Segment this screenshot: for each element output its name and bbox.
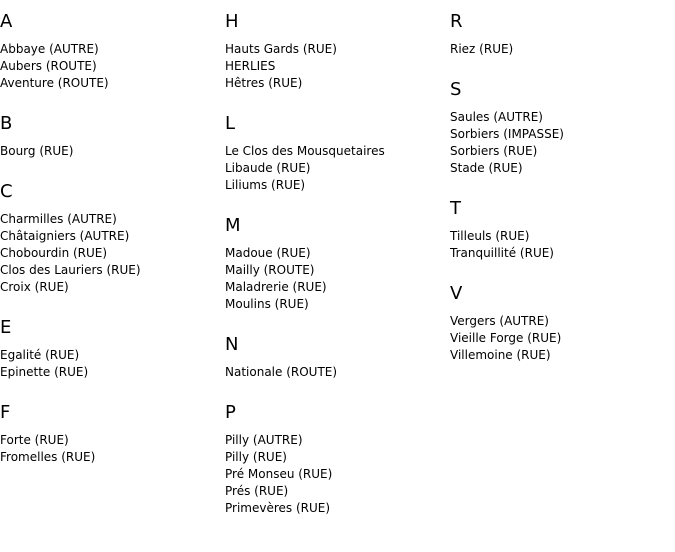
street-item: Le Clos des Mousquetaires <box>225 144 385 158</box>
letter-group <box>450 58 675 177</box>
letter-group <box>450 262 675 364</box>
street-list <box>0 33 225 92</box>
letter-heading: T <box>450 198 461 219</box>
letter-heading: B <box>0 113 13 134</box>
street-list <box>225 135 450 194</box>
street-item: Aubers (ROUTE) <box>0 59 97 73</box>
letter-group <box>450 0 675 58</box>
street-list <box>450 305 675 364</box>
street-list <box>225 33 450 92</box>
letter-group <box>0 0 225 92</box>
letter-heading: N <box>225 334 239 355</box>
street-item: Stade (RUE) <box>450 161 523 175</box>
street-list <box>225 356 450 381</box>
street-item: Primevères (RUE) <box>225 501 331 515</box>
letter-group <box>0 296 225 381</box>
street-item: Saules (AUTRE) <box>450 110 543 124</box>
street-list <box>450 33 675 58</box>
letter-group <box>225 313 450 381</box>
letter-group <box>225 194 450 313</box>
street-item: Forte (RUE) <box>0 433 69 447</box>
street-index-column-2 <box>225 0 450 517</box>
letter-group <box>0 381 225 466</box>
street-index-column-1 <box>0 0 225 466</box>
street-item: Chobourdin (RUE) <box>0 246 108 260</box>
letter-heading: H <box>225 11 239 32</box>
street-item: Châtaigniers (AUTRE) <box>0 229 130 243</box>
street-item: Clos des Lauriers (RUE) <box>0 263 141 277</box>
street-item: Nationale (ROUTE) <box>225 365 338 379</box>
letter-heading: A <box>0 11 13 32</box>
letter-heading: P <box>225 402 236 423</box>
street-item: Vergers (AUTRE) <box>450 314 549 328</box>
letter-heading: M <box>225 215 241 236</box>
street-list <box>0 203 225 296</box>
letter-group <box>225 92 450 194</box>
street-item: Croix (RUE) <box>0 280 69 294</box>
letter-group <box>0 160 225 296</box>
street-item: Sorbiers (IMPASSE) <box>450 127 564 141</box>
street-item: Pré Monseu (RUE) <box>225 467 333 481</box>
street-list <box>225 237 450 313</box>
street-index-column-3 <box>450 0 675 364</box>
street-item: Tilleuls (RUE) <box>450 229 530 243</box>
letter-heading: L <box>225 113 236 134</box>
letter-heading: E <box>0 317 12 338</box>
street-item: Libaude (RUE) <box>225 161 311 175</box>
street-item: Charmilles (AUTRE) <box>0 212 117 226</box>
street-item: Epinette (RUE) <box>0 365 89 379</box>
street-list <box>450 220 675 262</box>
street-item: HERLIES <box>225 59 276 73</box>
letter-group <box>450 177 675 262</box>
letter-heading: V <box>450 283 463 304</box>
letter-group <box>0 92 225 160</box>
street-list <box>450 101 675 177</box>
street-item: Aventure (ROUTE) <box>0 76 109 90</box>
street-list <box>0 135 225 160</box>
street-item: Prés (RUE) <box>225 484 289 498</box>
street-item: Maladrerie (RUE) <box>225 280 327 294</box>
street-list <box>0 424 225 466</box>
street-item: Abbaye (AUTRE) <box>0 42 99 56</box>
street-item: Fromelles (RUE) <box>0 450 96 464</box>
letter-heading: F <box>0 402 11 423</box>
street-item: Pilly (RUE) <box>225 450 287 464</box>
street-item: Pilly (AUTRE) <box>225 433 303 447</box>
street-item: Moulins (RUE) <box>225 297 309 311</box>
street-item: Villemoine (RUE) <box>450 348 551 362</box>
letter-heading: C <box>0 181 13 202</box>
street-item: Hêtres (RUE) <box>225 76 303 90</box>
street-item: Riez (RUE) <box>450 42 514 56</box>
street-item: Tranquillité (RUE) <box>450 246 554 260</box>
letter-group <box>225 0 450 92</box>
street-item: Mailly (ROUTE) <box>225 263 315 277</box>
street-item: Liliums (RUE) <box>225 178 306 192</box>
letter-heading: S <box>450 79 462 100</box>
street-item: Vieille Forge (RUE) <box>450 331 562 345</box>
letter-heading: R <box>450 11 463 32</box>
street-item: Madoue (RUE) <box>225 246 311 260</box>
street-item: Sorbiers (RUE) <box>450 144 538 158</box>
street-item: Egalité (RUE) <box>0 348 80 362</box>
street-item: Hauts Gards (RUE) <box>225 42 337 56</box>
letter-group <box>225 381 450 517</box>
street-list <box>225 424 450 517</box>
street-list <box>0 339 225 381</box>
street-item: Bourg (RUE) <box>0 144 74 158</box>
